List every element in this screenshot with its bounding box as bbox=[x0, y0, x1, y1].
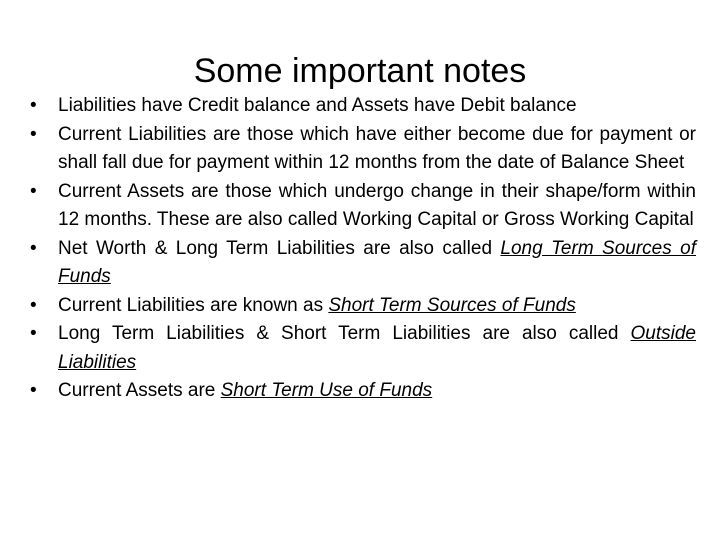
emphasized-term: Long Term Sources of Funds bbox=[58, 237, 696, 287]
emphasized-term: Short Term Use of Funds bbox=[220, 380, 433, 401]
note-text: Current Assets are those which undergo change in their shape/form within 12 months. These are also called Working Capital or Gross Working Capital bbox=[58, 180, 696, 230]
bullet-icon: • bbox=[30, 95, 37, 116]
list-item bbox=[22, 377, 696, 406]
notes-list bbox=[22, 92, 696, 406]
bullet-icon: • bbox=[30, 323, 37, 344]
emphasized-term: Outside Liabilities bbox=[58, 323, 696, 373]
emphasized-term: Short Term Sources of Funds bbox=[328, 294, 576, 316]
list-item bbox=[22, 178, 696, 235]
note-text: Current Liabilities are those which have either become due for payment or shall fall due for payment within 12 months from the date of Balance Sheet bbox=[58, 123, 696, 173]
bullet-icon: • bbox=[30, 294, 37, 316]
note-text: Long Term Liabilities & Short Term Liabilities are also called bbox=[58, 323, 631, 344]
bullet-icon: • bbox=[30, 180, 37, 202]
list-item bbox=[22, 235, 696, 292]
slide-title: Some important notes bbox=[193, 51, 527, 90]
list-item bbox=[22, 121, 696, 178]
bullet-icon: • bbox=[30, 237, 37, 259]
note-text: Current Assets are bbox=[58, 380, 221, 401]
list-item bbox=[22, 92, 696, 121]
bullet-icon: • bbox=[30, 380, 37, 401]
list-item bbox=[22, 292, 696, 321]
bullet-icon: • bbox=[30, 123, 37, 145]
list-item bbox=[22, 320, 696, 377]
note-text: Net Worth & Long Term Liabilities are also called bbox=[58, 237, 501, 259]
note-text: Current Liabilities are known as bbox=[58, 294, 329, 316]
note-text: Liabilities have Credit balance and Assets have Debit balance bbox=[58, 95, 577, 116]
